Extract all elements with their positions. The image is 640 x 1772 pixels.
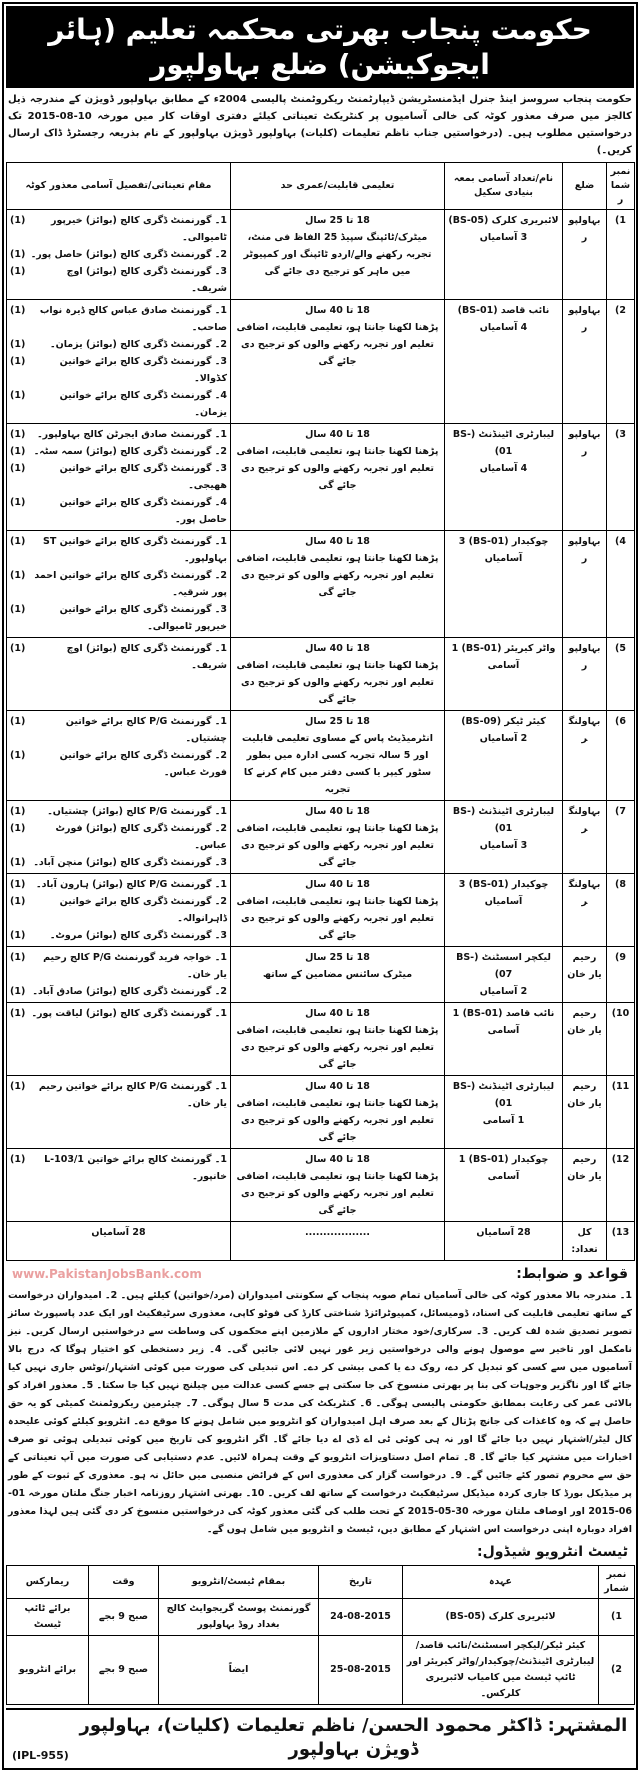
intro-text: حکومت پنجاب سروسز اینڈ جنرل ایڈمنسٹریشن ڈیپارٹمنٹ ریکروٹمنٹ پالیسی 2004ء کے مطابق بہاولپور ڈویژن کے مندرجہ ذیل کالجز میں صرف معذور کوٹہ کی خالی آسامیوں پر کنٹریکٹ تعیناتی کیلئے دفتری اوقات کار میں مورخہ 10-08-2015 تک درخواستیں مطلوب ہیں۔ (درخواستیں جناب ناظم تعلیمات (کلیات) بہاولپور ڈویژن بہاولپور کے نام بذریعہ رجسٹرڈ ڈاک ارسال کریں۔) (8, 94, 632, 156)
place-name: 2۔ گورنمنٹ ڈگری کالج (بوائز) سمہ سٹہ۔ (33, 446, 227, 457)
place-name: 1۔ خواجہ فرید گورنمنٹ P/G کالج رحیم یار خان۔ (43, 952, 227, 980)
row-qualification (231, 1149, 445, 1222)
place-name: 1۔ گورنمنٹ P/G کالج (بوائز) چشتیاں۔ (47, 806, 227, 817)
post-count: 1 آسامی (482, 1115, 525, 1126)
row-post (445, 424, 563, 531)
row-district: بہاولپور (563, 210, 607, 300)
row-qualification (231, 947, 445, 1003)
row-district: رحیم یار خان (563, 947, 607, 1003)
place-name: 2۔ گورنمنٹ ڈگری کالج (بوائز) حاصل پور۔ (30, 249, 227, 260)
place-count: (1) (10, 570, 26, 581)
place-item (10, 460, 227, 494)
place-count: (1) (10, 429, 26, 440)
table-row (7, 1076, 635, 1149)
schedule-row (7, 1636, 635, 1705)
sched-col-date: تاریخ (319, 1566, 403, 1599)
place-item (10, 567, 227, 601)
row-places (7, 638, 231, 711)
row-district: رحیم یار خان (563, 1149, 607, 1222)
row-places (7, 1149, 231, 1222)
row-district: بہاولنگر (563, 801, 607, 874)
place-item (10, 1005, 227, 1022)
footer-bar (6, 1708, 634, 1766)
qualification-text: پڑھنا لکھنا جانتا ہو، تعلیمی قابلیت، اضافی تعلیم اور تجربہ رکھنے والوں کو ترجیح دی جائے گی (236, 446, 439, 491)
place-name: 1۔ گورنمنٹ ڈگری کالج (بوائز) اوچ شریف۔ (66, 643, 227, 671)
row-number: 11) (607, 1076, 635, 1149)
place-item (10, 1151, 227, 1185)
place-count: (1) (10, 896, 26, 907)
row-places (7, 210, 231, 300)
ad-title: حکومت پنجاب بھرتی محکمہ تعلیم (ہائر ایجوکیشن) ضلع بہاولپور (6, 6, 634, 88)
sched-col-post: عہدہ (403, 1566, 599, 1599)
qualification-text: پڑھنا لکھنا جانتا ہو، تعلیمی قابلیت، اضافی تعلیم اور تجربہ رکھنے والوں کو ترجیح دی جائے گی (236, 1171, 439, 1216)
row-number: 10) (607, 1003, 635, 1076)
place-item (10, 820, 227, 854)
schedule-headline (6, 1542, 634, 1562)
table-row (7, 1003, 635, 1076)
row-qualification (231, 711, 445, 801)
place-item (10, 426, 227, 443)
row-post (445, 531, 563, 638)
qualification-text: پڑھنا لکھنا جانتا ہو، تعلیمی قابلیت، اضافی تعلیم اور تجربہ رکھنے والوں کو ترجیح دی جائے گی (236, 823, 439, 868)
row-number: 2) (607, 300, 635, 424)
row-qualification (231, 424, 445, 531)
row-qualification (231, 531, 445, 638)
total-places: 28 آسامیاں (7, 1222, 231, 1261)
table-row (7, 531, 635, 638)
schedule-venue: ایضاً (159, 1636, 319, 1705)
place-item (10, 601, 227, 635)
post-name: کیئر ٹیکر (BS-09) (461, 716, 546, 727)
place-item (10, 336, 227, 353)
sched-col-time: وقت (89, 1566, 159, 1599)
table-row (7, 638, 635, 711)
post-count: 4 آسامیاں (479, 463, 528, 474)
place-count: (1) (10, 1008, 26, 1019)
row-district: رحیم یار خان (563, 1003, 607, 1076)
place-item (10, 302, 227, 336)
schedule-post: لائبریری کلرک (BS-05) (403, 1599, 599, 1636)
place-count: (1) (10, 930, 26, 941)
qualification-text: پڑھنا لکھنا جانتا ہو، تعلیمی قابلیت، اضافی تعلیم اور تجربہ رکھنے والوں کو ترجیح دی جائے گی (236, 1098, 439, 1143)
col-places: مقام تعیناتی/تفصیل آسامی معذور کوٹہ (7, 163, 231, 210)
row-district: رحیم یار خان (563, 1076, 607, 1149)
row-places (7, 1003, 231, 1076)
qualification-text: میٹرک/ٹائپنگ سپیڈ 25 الفاظ فی منٹ، تجربہ رکھنے والے/اردو ٹائپنگ اور کمپیوٹر میں ماہر کو ترجیح دی جائے گی (243, 232, 432, 277)
place-name: 4۔ گورنمنٹ ڈگری کالج برائے خواتین یزمان۔ (59, 390, 227, 418)
age-limit: 18 تا 40 سال (305, 1154, 370, 1165)
place-name: 2۔ گورنمنٹ ڈگری کالج برائے خواتین احمد پور شرقیہ۔ (34, 570, 227, 598)
age-limit: 18 تا 25 سال (305, 716, 370, 727)
place-name: 3۔ گورنمنٹ ڈگری کالج (بوائز) اوچ شریف۔ (66, 266, 227, 294)
place-name: 1۔ گورنمنٹ ڈگری کالج (بوائز) خیرپور ٹامیوالی۔ (51, 215, 227, 243)
schedule-num: 2) (599, 1636, 635, 1705)
place-item (10, 533, 227, 567)
qualification-text: پڑھنا لکھنا جانتا ہو، تعلیمی قابلیت، اضافی تعلیم اور تجربہ رکھنے والوں کو ترجیح دی جائے گی (236, 553, 439, 598)
row-number: 8) (607, 874, 635, 947)
post-name: چوکیدار (BS-01) 1 آسامی (458, 1154, 549, 1182)
row-post (445, 210, 563, 300)
place-count: (1) (10, 879, 26, 890)
rules-heading: قواعد و ضوابط: (516, 1266, 628, 1282)
place-count: (1) (10, 1081, 26, 1092)
total-qual: .................. (231, 1222, 445, 1261)
row-post (445, 947, 563, 1003)
table-header (7, 163, 635, 210)
schedule-date: 25-08-2015 (319, 1636, 403, 1705)
place-count: (1) (10, 1154, 26, 1165)
row-places (7, 947, 231, 1003)
place-name: 2۔ گورنمنٹ ڈگری کالج (بوائز) صادق آباد۔ (32, 986, 227, 997)
qualification-text: میٹرک سائنس مضامین کے ساتھ (262, 969, 413, 980)
place-count: (1) (10, 305, 26, 316)
schedule-heading: ٹیسٹ انٹرویو شیڈول: (476, 1544, 628, 1560)
place-name: 2۔ گورنمنٹ ڈگری کالج (بوائز) فورٹ عباس۔ (55, 823, 227, 851)
place-name: 1۔ گورنمنٹ P/G کالج (بوائز) ہارون آباد۔ (36, 879, 227, 890)
place-item (10, 876, 227, 893)
place-name: 3۔ گورنمنٹ ڈگری کالج (بوائز) منچن آباد۔ (33, 857, 227, 868)
place-count: (1) (10, 249, 26, 260)
row-post (445, 1003, 563, 1076)
row-district: بہاولپور (563, 300, 607, 424)
place-item (10, 713, 227, 747)
place-item (10, 246, 227, 263)
qualification-text: پڑھنا لکھنا جانتا ہو، تعلیمی قابلیت، اضافی تعلیم اور تجربہ رکھنے والوں کو ترجیح دی جائے گی (236, 322, 439, 367)
row-post (445, 801, 563, 874)
place-name: 1۔ گورنمنٹ ڈگری کالج (بوائز) لیاقت پور۔ (31, 1008, 227, 1019)
place-count: (1) (10, 463, 26, 474)
col-post: نام/تعداد آسامی بمعہ بنیادی سکیل (445, 163, 563, 210)
row-post (445, 874, 563, 947)
place-item (10, 983, 227, 1000)
place-count: (1) (10, 750, 26, 761)
place-count: (1) (10, 604, 26, 615)
row-district: بہاولنگر (563, 874, 607, 947)
place-name: 1۔ گورنمنٹ P/G کالج برائے خواتین رحیم یار خان۔ (38, 1081, 227, 1109)
row-number: 12) (607, 1149, 635, 1222)
row-places (7, 801, 231, 874)
age-limit: 18 تا 25 سال (305, 215, 370, 226)
ad-frame (2, 2, 638, 1770)
row-places (7, 531, 231, 638)
row-post (445, 638, 563, 711)
age-limit: 18 تا 40 سال (305, 879, 370, 890)
total-row (7, 1222, 635, 1261)
place-count: (1) (10, 716, 26, 727)
age-limit: 18 تا 40 سال (305, 429, 370, 440)
schedule-header (7, 1566, 635, 1599)
row-post (445, 1149, 563, 1222)
row-post (445, 711, 563, 801)
row-number: 7) (607, 801, 635, 874)
place-name: 1۔ گورنمنٹ صادق ایجرٹن کالج بہاولپور۔ (37, 429, 227, 440)
age-limit: 18 تا 40 سال (305, 806, 370, 817)
place-item (10, 854, 227, 871)
place-count: (1) (10, 266, 26, 277)
row-qualification (231, 1003, 445, 1076)
post-name: لیبارٹری اٹینڈنٹ (BS-01) (452, 806, 555, 834)
place-item (10, 927, 227, 944)
table-row (7, 711, 635, 801)
place-name: 2۔ گورنمنٹ ڈگری کالج (بوائز) یزمان۔ (50, 339, 227, 350)
post-count: 2 آسامیاں (479, 986, 528, 997)
row-district: بہاولپور (563, 638, 607, 711)
place-item (10, 443, 227, 460)
place-count: (1) (10, 497, 26, 508)
post-count: 3 آسامیاں (479, 840, 528, 851)
row-places (7, 300, 231, 424)
place-count: (1) (10, 339, 26, 350)
post-name: لیبارٹری اٹینڈنٹ (BS-01) (452, 1081, 555, 1109)
schedule-row (7, 1599, 635, 1636)
place-item (10, 494, 227, 528)
age-limit: 18 تا 40 سال (305, 536, 370, 547)
place-item (10, 803, 227, 820)
row-qualification (231, 1076, 445, 1149)
place-item (10, 747, 227, 781)
row-district: بہاولپور (563, 424, 607, 531)
schedule-date: 24-08-2015 (319, 1599, 403, 1636)
schedule-post: کیئر ٹیکر/لیکچر اسسٹنٹ/نائب قاصد/لیبارٹری اٹینڈنٹ/چوکیدار/واٹر کیریئر اور ٹائپ ٹیسٹ میں کامیاب لائبریری کلرکس۔ (403, 1636, 599, 1705)
post-name: نائب قاصد (BS-01) 1 آسامی (452, 1008, 555, 1036)
place-count: (1) (10, 643, 26, 654)
sched-col-venue: بمقام ٹیسٹ/انٹرویو (159, 1566, 319, 1599)
schedule-num: 1) (599, 1599, 635, 1636)
row-number: 3) (607, 424, 635, 531)
table-row (7, 874, 635, 947)
row-number: 9) (607, 947, 635, 1003)
place-count: (1) (10, 215, 26, 226)
schedule-remarks: برائے انٹرویو (7, 1636, 89, 1705)
post-name: چوکیدار (BS-01) 3 آسامیاں (458, 536, 549, 564)
post-name: نائب قاصد (BS-01) (457, 305, 550, 316)
row-places (7, 711, 231, 801)
place-item (10, 640, 227, 674)
vacancies-table (6, 162, 635, 1261)
post-count: 3 آسامیاں (479, 232, 528, 243)
place-name: 3۔ گورنمنٹ ڈگری کالج برائے خواتین ھھیجی۔ (59, 463, 227, 491)
row-qualification (231, 874, 445, 947)
place-item (10, 893, 227, 927)
row-qualification (231, 801, 445, 874)
rules-headline (6, 1264, 634, 1284)
table-row (7, 300, 635, 424)
place-count: (1) (10, 952, 26, 963)
row-post (445, 1076, 563, 1149)
schedule-table (6, 1565, 635, 1705)
age-limit: 18 تا 40 سال (305, 1081, 370, 1092)
post-name: چوکیدار (BS-01) 3 آسامیاں (458, 879, 549, 907)
place-count: (1) (10, 390, 26, 401)
sched-col-remarks: ریمارکس (7, 1566, 89, 1599)
place-item (10, 263, 227, 297)
table-row (7, 424, 635, 531)
place-item (10, 949, 227, 983)
age-limit: 18 تا 40 سال (305, 305, 370, 316)
schedule-remarks: برائے ٹائپ ٹیسٹ (7, 1599, 89, 1636)
schedule-venue: گورنمنٹ پوسٹ گریجوایٹ کالج بغداد روڈ بہاولپور (159, 1599, 319, 1636)
row-places (7, 874, 231, 947)
place-name: 3۔ گورنمنٹ ڈگری کالج برائے خواتین کڈوالا۔ (59, 356, 227, 384)
place-name: 2۔ گورنمنٹ ڈگری کالج برائے خواتین فورٹ عباس۔ (59, 750, 227, 778)
post-name: لیبارٹری اٹینڈنٹ (BS-01) (452, 429, 555, 457)
place-name: 1۔ گورنمنٹ کالج برائے خواتین 103/1-L خانپور۔ (44, 1154, 227, 1182)
post-count: 2 آسامیاں (479, 733, 528, 744)
ipl-code: (IPL-955) (12, 1749, 69, 1762)
qualification-text: انٹرمیڈیٹ پاس کے مساوی تعلیمی قابلیت اور 5 سالہ تجربہ کسی ادارہ میں بطور سٹور کیپر یا کسی دفتر میں کام کرنے کا تجربہ (242, 733, 433, 795)
row-district: بہاولنگر (563, 711, 607, 801)
row-qualification (231, 210, 445, 300)
place-item (10, 353, 227, 387)
place-count: (1) (10, 356, 26, 367)
place-name: 1۔ گورنمنٹ P/G کالج برائے خواتین چشتیاں۔ (65, 716, 227, 744)
place-item (10, 212, 227, 246)
total-posts: 28 آسامیاں (445, 1222, 563, 1261)
row-places (7, 424, 231, 531)
place-item (10, 387, 227, 421)
row-number: 6) (607, 711, 635, 801)
row-post (445, 300, 563, 424)
watermark: www.PakistanJobsBank.com (12, 1267, 202, 1281)
schedule-time: صبح 9 بجے (89, 1599, 159, 1636)
row-qualification (231, 638, 445, 711)
place-count: (1) (10, 823, 26, 834)
advertiser-footer: المشتہر: ڈاکٹر محمود الحسن/ ناظم تعلیمات (کلیات)، بہاولپور ڈویژن بہاولپور (79, 1715, 628, 1760)
place-name: 3۔ گورنمنٹ ڈگری کالج برائے خواتین خیرپور ٹامیوالی۔ (59, 604, 227, 632)
age-limit: 18 تا 40 سال (305, 643, 370, 654)
age-limit: 18 تا 25 سال (305, 952, 370, 963)
place-name: 3۔ گورنمنٹ ڈگری کالج (بوائز) مروٹ۔ (49, 930, 227, 941)
table-row (7, 1149, 635, 1222)
col-serial: نمبر شمار (607, 163, 635, 210)
col-qualification: تعلیمی قابلیت/عمری حد (231, 163, 445, 210)
post-name: لیکچر اسسٹنٹ (BS-07) (456, 952, 551, 980)
qualification-text: پڑھنا لکھنا جانتا ہو، تعلیمی قابلیت، اضافی تعلیم اور تجربہ رکھنے والوں کو ترجیح دی جائے گی (236, 660, 439, 705)
total-label: کل تعداد: (563, 1222, 607, 1261)
post-name: لائبریری کلرک (BS-05) (448, 215, 559, 226)
table-row (7, 801, 635, 874)
place-count: (1) (10, 806, 26, 817)
sched-col-serial: نمبر شمار (599, 1566, 635, 1599)
table-row (7, 210, 635, 300)
rules-text: 1۔ مندرجہ بالا معذور کوٹہ کی خالی آسامیاں تمام صوبہ پنجاب کے سکونتی امیدواران (مرد/خواتین) کیلئے ہیں۔ 2۔ امیدواران درخواست کے ساتھ تعلیمی قابلیت کی اسناد، ڈومیسائل، کمپیوٹرائزڈ شناختی کارڈ کی فوٹو کاپی، معذوری سرٹیفکیٹ اور ایک عدد پاسپورٹ سائز تصویر تصدیق شدہ لف کریں۔ 3۔ سرکاری/خود مختار اداروں کے ملازمین اپنے محکموں کی وساطت سے درخواستیں ارسال کریں۔ نیز نامکمل اور تاخیر سے موصول ہونے والی درخواستیں زیر غور نہیں لائی جائیں گی۔ 4۔ زیر دستخطی کو اختیار ہوگا کہ درج بالا آسامیوں میں سے کسی کو تبدیل کر دے، روک دے یا کمی بیشی کر دے۔ اس تبدیلی کی صورت میں کوئی اشتہار/نوٹس جاری نہیں کیا جائے گا اور ناگزیر وجوہات کی بنا پر بھرتی منسوخ کی جا سکتی ہے جسے کسی عدالت میں چیلنج نہیں کیا جا سکتا۔ 5۔ معذور افراد کو بالائی عمر کی رعایت بمطابق حکومتی پالیسی ہوگی۔ 6۔ کنٹریکٹ کی مدت 5 سال ہوگی۔ 7۔ چیئرمین ریکروٹمنٹ کمیٹی کو یہ حق حاصل ہے کہ وہ کاغذات کی جانچ پڑتال کے بعد صرف اہل امیدواران کو انٹرویو میں شامل ہونے کا موقع دے۔ انٹرویو کیلئے کوئی علیحدہ کال لیٹر/اشتہار نہیں دیا جائے گا اور نہ ہی کوئی ٹی اے ڈی اے دیا جائے گا۔ اگر انٹرویو کی تاریخ میں کوئی تبدیلی ہوئی تو صرف اخبارات میں مشتہر کیا جائے گا۔ 8۔ تمام اصل دستاویزات انٹرویو کے وقت ہمراہ لائیں۔ عدم دستیابی کی صورت میں آپ تعیناتی کے حق سے محروم تصور کئے جائیں گے۔ 9۔ درخواست گزار کی معذوری اس کے فرائض منصبی میں حائل نہ ہو۔ معذوری کے ثبوت کے طور پر میڈیکل بورڈ کا جاری کردہ میڈیکل سرٹیفکیٹ درخواست کے ساتھ لف کریں۔ 10۔ بھرتی اشتہار روزنامہ اخبار جنگ ملتان مورخہ 01-06-2015 اور اوصاف ملتان مورخہ 30-05-2015 کے تحت طلب کی گئی معذور کوٹہ کی درخواستیں منسوخ کر دی گئی ہیں لہذا معذور افراد دوبارہ اپنی درخواست اس اشتہار کے مطابق دیں، ٹیسٹ و انٹرویو میں شامل ہوں گے۔ (7, 1290, 633, 1535)
row-number: 1) (607, 210, 635, 300)
place-name: 4۔ گورنمنٹ ڈگری کالج برائے خواتین حاصل پور۔ (59, 497, 227, 525)
place-name: 1۔ گورنمنٹ ڈگری کالج برائے خواتین ST بہاولپور۔ (43, 536, 227, 564)
row-number: 4) (607, 531, 635, 638)
place-name: 2۔ گورنمنٹ ڈگری کالج برائے خواتین ڈاہرانوالہ۔ (59, 896, 227, 924)
place-count: (1) (10, 536, 26, 547)
place-count: (1) (10, 986, 26, 997)
qualification-text: پڑھنا لکھنا جانتا ہو، تعلیمی قابلیت، اضافی تعلیم اور تجربہ رکھنے والوں کو ترجیح دی جائے گی (236, 1025, 439, 1070)
place-count: (1) (10, 857, 26, 868)
age-limit: 18 تا 40 سال (305, 1008, 370, 1019)
col-district: ضلع (563, 163, 607, 210)
post-count: 4 آسامیاں (479, 322, 528, 333)
total-number: 13) (607, 1222, 635, 1261)
row-qualification (231, 300, 445, 424)
place-name: 1۔ گورنمنٹ صادق عباس کالج ڈیرہ نواب صاحب۔ (39, 305, 227, 333)
row-number: 5) (607, 638, 635, 711)
schedule-time: صبح 9 بجے (89, 1636, 159, 1705)
place-item (10, 1078, 227, 1112)
row-district: بہاولپور (563, 531, 607, 638)
table-row (7, 947, 635, 1003)
place-count: (1) (10, 446, 26, 457)
post-name: واٹر کیریئر (BS-01) 1 آسامی (451, 643, 556, 671)
row-places (7, 1076, 231, 1149)
qualification-text: پڑھنا لکھنا جانتا ہو، تعلیمی قابلیت، اضافی تعلیم اور تجربہ رکھنے والوں کو ترجیح دی جائے گی (236, 896, 439, 941)
